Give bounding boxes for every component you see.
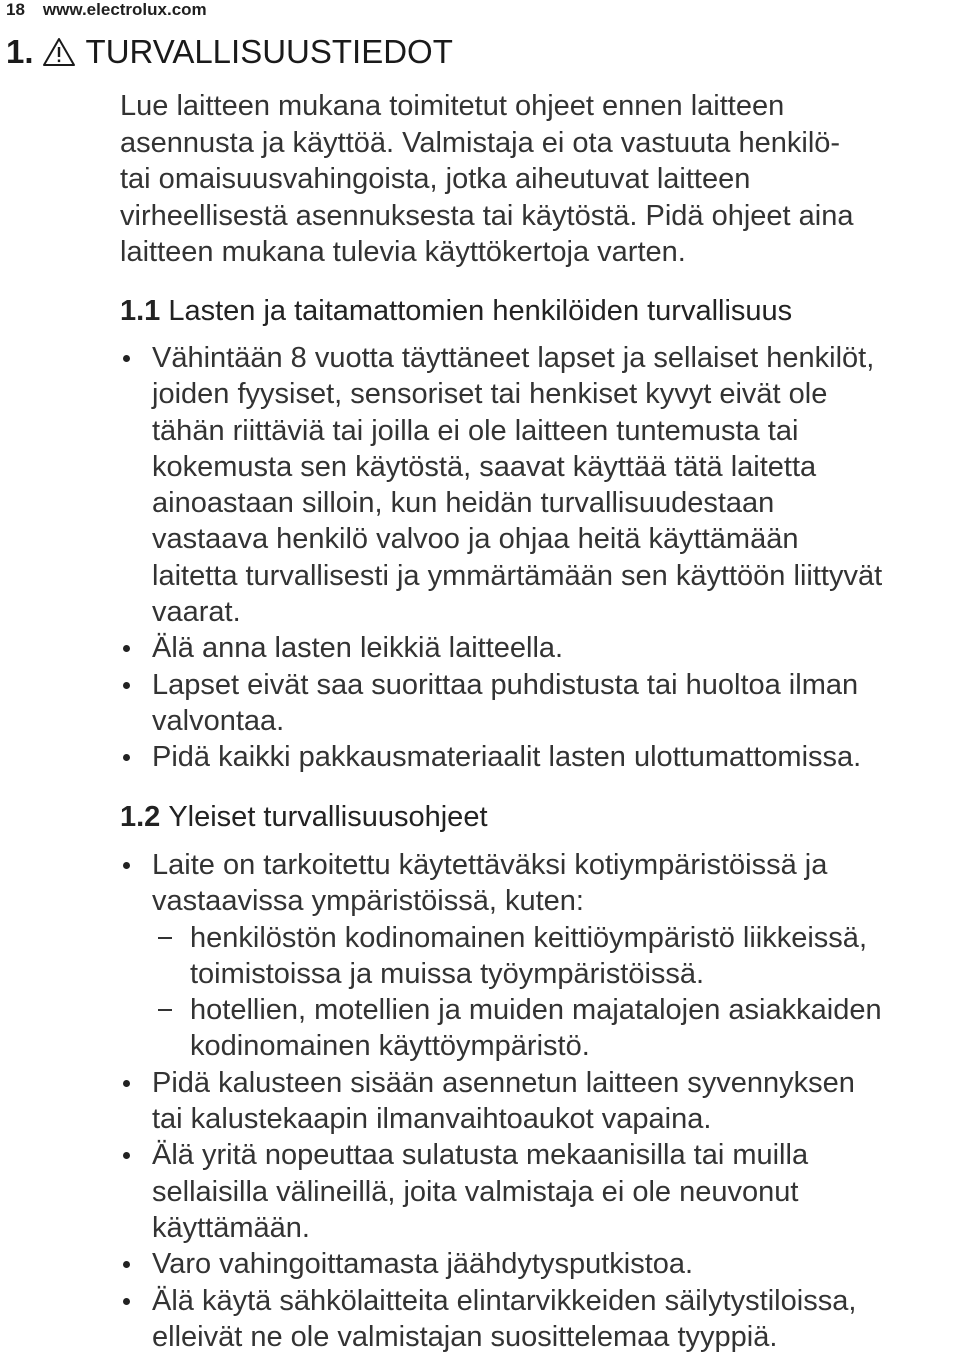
subsection-heading-1 bbox=[120, 293, 792, 329]
list-item-line: Vähintään 8 vuotta täyttäneet lapset ja sellaiset henkilöt, bbox=[152, 342, 875, 374]
sub-list bbox=[152, 920, 960, 1065]
subsection-title: Yleiset turvallisuusohjeet bbox=[168, 801, 488, 833]
list-item-line: vaarat. bbox=[152, 596, 241, 629]
general-safety-list bbox=[120, 847, 960, 1355]
sub-list-item-line: kodinomainen käyttöympäristö. bbox=[190, 1030, 590, 1063]
subsection-number: 1.2 bbox=[120, 801, 161, 833]
subsection-heading-2 bbox=[120, 799, 488, 835]
sub-list-item bbox=[152, 992, 960, 1065]
list-item-line: Lapset eivät saa suorittaa puhdistusta tai huoltoa ilman bbox=[152, 668, 859, 701]
sub-list-item-line: henkilöstön kodinomainen keittiöympäristö liikkeissä, bbox=[190, 921, 867, 954]
list-item bbox=[120, 630, 960, 666]
intro-line: asennusta ja käyttöä. Valmistaja ei ota vastuuta henkilö- bbox=[120, 126, 841, 159]
list-item-line: Älä käytä sähkölaitteita elintarvikkeiden säilytystiloissa, bbox=[152, 1284, 857, 1317]
bullet-icon bbox=[123, 1080, 130, 1087]
list-item bbox=[120, 1065, 960, 1138]
list-item-line: käyttämään. bbox=[152, 1211, 310, 1244]
intro-line: laitteen mukana tulevia käyttökertoja varten. bbox=[120, 236, 686, 268]
list-item-line: elleivät ne ole valmistajan suosittelemaa tyyppiä. bbox=[152, 1320, 778, 1353]
website-link[interactable]: www.electrolux.com bbox=[42, 0, 207, 19]
dash-icon bbox=[158, 1009, 172, 1011]
list-item-line: kokemusta sen käytöstä, saavat käyttää tätä laitetta bbox=[152, 450, 817, 483]
list-item bbox=[120, 1246, 960, 1282]
intro-paragraph bbox=[120, 88, 950, 271]
sub-list-item bbox=[152, 920, 960, 993]
child-safety-list bbox=[120, 340, 960, 776]
list-item-line: joiden fyysiset, sensoriset tai henkiset kyvyt eivät ole bbox=[152, 378, 828, 411]
section-heading: TURVALLISUUSTIEDOT bbox=[85, 33, 453, 70]
list-item bbox=[120, 340, 960, 630]
intro-line: Lue laitteen mukana toimitetut ohjeet ennen laitteen bbox=[120, 90, 785, 122]
list-item-line: valvontaa. bbox=[152, 704, 285, 737]
bullet-icon bbox=[123, 645, 130, 652]
list-item-line: Älä yritä nopeuttaa sulatusta mekaanisilla tai muilla bbox=[152, 1139, 809, 1172]
intro-line: virheellisestä asennuksesta tai käytöstä. Pidä ohjeet aina bbox=[120, 199, 854, 232]
list-item bbox=[120, 1137, 960, 1246]
section-title bbox=[6, 30, 453, 74]
list-item-line: Pidä kaikki pakkausmateriaalit lasten ulottumattomissa. bbox=[152, 741, 862, 774]
page-number: 18 bbox=[6, 0, 25, 19]
list-item-line: sellaisilla välineillä, joita valmistaja ei ole neuvonut bbox=[152, 1175, 799, 1208]
list-item-line: vastaava henkilö valvoo ja ohjaa heitä käyttämään bbox=[152, 523, 799, 556]
intro-line: tai omaisuusvahingoista, jotka aiheutuvat laitteen bbox=[120, 163, 751, 195]
bullet-icon bbox=[123, 862, 130, 869]
list-item-line: Älä anna lasten leikkiä laitteella. bbox=[152, 632, 564, 665]
section-number: 1. bbox=[6, 33, 34, 70]
list-item-line: ainoastaan silloin, kun heidän turvallisuudestaan bbox=[152, 487, 775, 520]
subsection-number: 1.1 bbox=[120, 295, 161, 327]
bullet-icon bbox=[123, 1261, 130, 1268]
list-item bbox=[120, 667, 960, 740]
bullet-icon bbox=[123, 1152, 130, 1159]
subsection-title: Lasten ja taitamattomien henkilöiden turvallisuus bbox=[168, 295, 793, 327]
bullet-icon bbox=[123, 754, 130, 761]
bullet-icon bbox=[123, 1298, 130, 1305]
list-item bbox=[120, 739, 960, 775]
list-item-line: Pidä kalusteen sisään asennetun laitteen syvennyksen bbox=[152, 1066, 855, 1099]
bullet-icon bbox=[123, 355, 130, 362]
sub-list-item-line: toimistoissa ja muissa työympäristöissä. bbox=[190, 957, 705, 990]
dash-icon bbox=[158, 937, 172, 939]
sub-list-item-line: hotellien, motellien ja muiden majatalojen asiakkaiden bbox=[190, 994, 882, 1027]
bullet-icon bbox=[123, 682, 130, 689]
list-item-line: tähän riittäviä tai joilla ei ole laitteen tuntemusta tai bbox=[152, 414, 799, 447]
list-item-line: tai kalustekaapin ilmanvaihtoaukot vapaina. bbox=[152, 1103, 712, 1136]
page-header bbox=[6, 0, 207, 20]
list-item bbox=[120, 1283, 960, 1356]
list-item-line: Laite on tarkoitettu käytettäväksi kotiympäristöissä ja bbox=[152, 849, 828, 881]
list-item bbox=[120, 847, 960, 1065]
list-item-line: vastaavissa ympäristöissä, kuten: bbox=[152, 885, 584, 918]
list-item-line: laitetta turvallisesti ja ymmärtämään sen käyttöön liittyvät bbox=[152, 559, 883, 592]
list-item-line: Varo vahingoittamasta jäähdytysputkistoa. bbox=[152, 1248, 694, 1281]
warning-triangle-icon bbox=[42, 37, 76, 67]
